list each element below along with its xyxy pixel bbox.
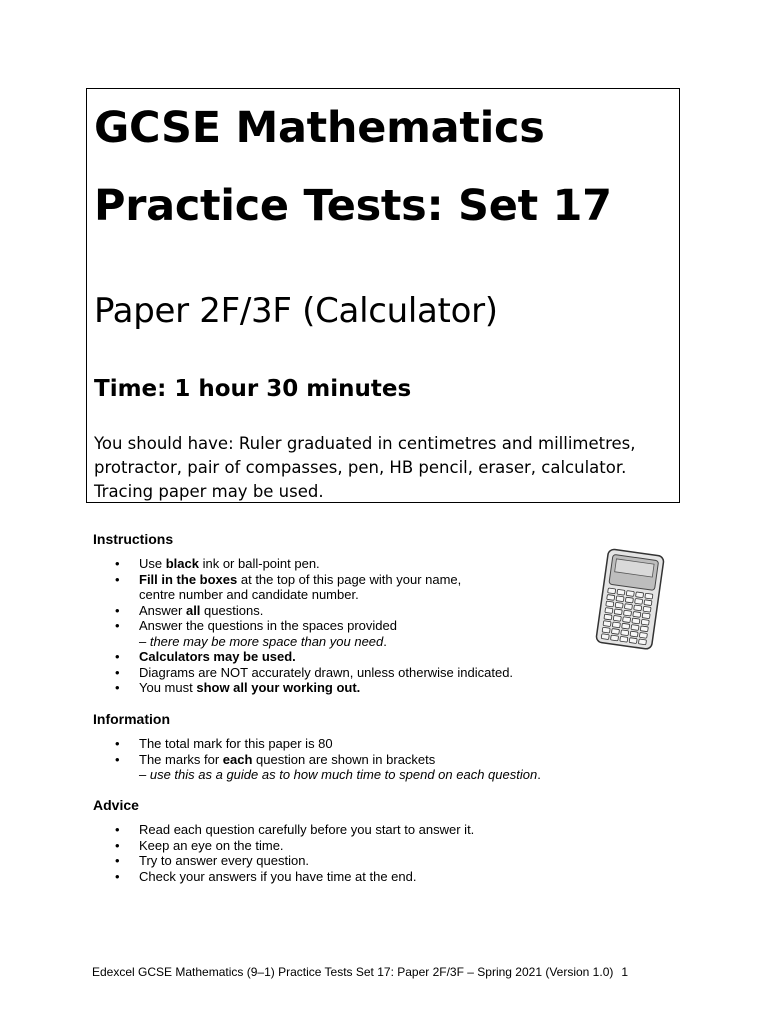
item-bold-text: show all your working out. — [196, 680, 361, 695]
bullet: • — [115, 853, 120, 868]
item-line — [139, 853, 474, 869]
bullet: • — [115, 837, 120, 853]
item-line — [139, 838, 474, 854]
list-item — [93, 838, 474, 854]
title-line-1: GCSE Mathematics — [94, 103, 545, 153]
bullet: • — [115, 680, 120, 695]
bullet: • — [115, 618, 120, 633]
item-line-2 — [139, 634, 513, 650]
list-item — [93, 869, 474, 885]
item-italic-text: – there may be more space than you need — [139, 633, 384, 649]
item-line-2 — [139, 587, 513, 603]
list-item — [93, 649, 513, 665]
bullet: • — [115, 649, 120, 664]
list-item — [93, 822, 474, 838]
instructions-heading: Instructions — [93, 531, 174, 547]
bullet: • — [115, 736, 120, 751]
instructions-list — [93, 556, 513, 696]
item-bold-text: Calculators may be used. — [139, 649, 296, 664]
information-section — [93, 710, 541, 783]
list-item — [93, 572, 513, 603]
item-bold-text: Fill in the boxes — [139, 571, 238, 587]
bullet: • — [115, 556, 120, 571]
item-line — [139, 618, 513, 634]
paper-subtitle: Paper 2F/3F (Calculator) — [94, 291, 498, 331]
item-line — [139, 680, 513, 696]
bullet: • — [115, 751, 120, 767]
instructions-section — [93, 530, 513, 696]
item-text: centre number and candidate number. — [139, 587, 359, 602]
item-text: You must — [139, 680, 197, 695]
bullet: • — [115, 822, 120, 837]
information-heading: Information — [93, 711, 170, 727]
bullet: • — [115, 571, 120, 587]
item-italic-text: – use this as a guide as to how much time to spend on each question — [139, 767, 538, 782]
list-item — [93, 603, 513, 619]
title-box — [86, 88, 680, 503]
advice-heading: Advice — [93, 797, 139, 813]
item-line — [139, 869, 474, 885]
item-bold-text: each — [222, 751, 253, 767]
page-number: 1 — [621, 965, 629, 979]
list-item — [93, 618, 513, 649]
advice-section — [93, 796, 474, 884]
item-line — [139, 556, 513, 572]
item-text: The marks for — [139, 751, 223, 767]
equipment-text: You should have: Ruler graduated in centimetres and millimetres, protractor, pair of compasses, pen, HB pencil, eraser, calculator. Tracing paper may be used. — [94, 434, 636, 501]
item-text: questions. — [200, 602, 264, 618]
list-item — [93, 752, 541, 783]
item-text: Check your answers if you have time at the end. — [139, 868, 417, 884]
item-line — [139, 603, 513, 619]
advice-list — [93, 822, 474, 884]
item-text: Try to answer every question. — [139, 853, 310, 868]
calculator-icon — [590, 548, 668, 650]
item-text: Diagrams are NOT accurately drawn, unless otherwise indicated. — [139, 664, 514, 680]
footer-text: Edexcel GCSE Mathematics (9–1) Practice Tests Set 17: Paper 2F/3F – Spring 2021 (Version 1.0) — [92, 965, 614, 979]
item-line — [139, 752, 541, 768]
item-line — [139, 736, 541, 752]
item-line — [139, 649, 513, 665]
bullet: • — [115, 602, 120, 618]
item-text: ink or ball-point pen. — [198, 556, 320, 571]
item-text: The total mark for this paper is 80 — [139, 736, 333, 751]
item-text: Answer — [139, 602, 186, 618]
list-item — [93, 556, 513, 572]
item-text: Keep an eye on the time. — [139, 837, 284, 853]
list-item — [93, 680, 513, 696]
item-text: Use — [139, 556, 166, 571]
list-item — [93, 665, 513, 681]
bullet: • — [115, 664, 120, 680]
item-line — [139, 822, 474, 838]
bullet: • — [115, 868, 120, 884]
list-item — [93, 853, 474, 869]
list-item — [93, 736, 541, 752]
item-text: . — [383, 633, 387, 649]
title-line-2: Practice Tests: Set 17 — [94, 181, 612, 231]
item-line — [139, 572, 513, 588]
information-list — [93, 736, 541, 783]
item-text: . — [537, 767, 541, 782]
item-text: Read each question carefully before you start to answer it. — [139, 822, 475, 837]
item-text: Answer the questions in the spaces provided — [139, 618, 397, 633]
item-text: question are shown in brackets — [252, 751, 436, 767]
item-bold-text: all — [185, 602, 201, 618]
item-line — [139, 665, 513, 681]
item-bold-text: black — [165, 556, 199, 571]
page-footer — [92, 964, 628, 980]
time-allowed: Time: 1 hour 30 minutes — [94, 376, 412, 402]
item-line-2 — [139, 767, 541, 783]
item-text: at the top of this page with your name, — [237, 571, 462, 587]
